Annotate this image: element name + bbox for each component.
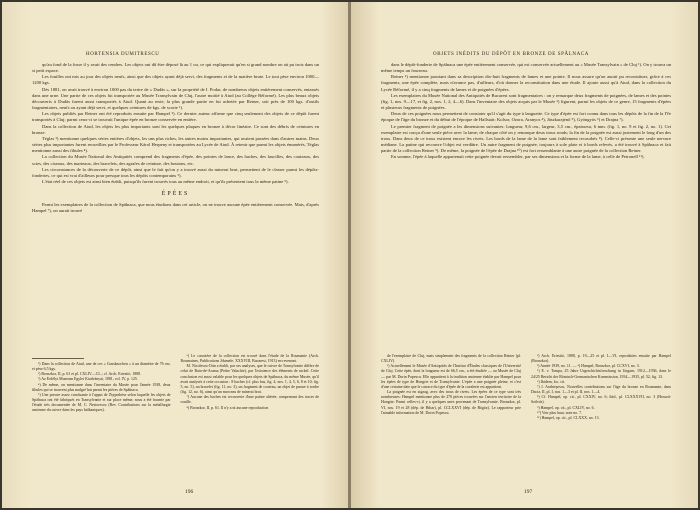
- footnote: ³) Az Erdélyi Muzeum Egylet Kiadványai, 1881, vol. IV, p. 125.: [38, 377, 138, 382]
- footnote: ⁵) Une preuve assez concluante à l'appui de l'hypothèse selon laquelle les objets de Spălnaca ont été fabriqués en Transylvanie et sur place même, nous a été fournie par l'étude très documentée de M. C. Nestorescu (Rev. Contributions sur la métallurgie ancienne du cuivre dans les pays balkaniques).: [32, 392, 171, 413]
- paragraph: dans le dépôt-fonderie de Spălnaca une épée entièrement conservée, qui est conservée actuellement au « Musée Transylvain » de Cluj ¹). On y trouva un même temps un fourreau.: [381, 62, 671, 74]
- footnote: ²) Arch. Ertesitö, 1888, p. 19—25 et pl. I—VI, reproduites ensuite par Hampel (Bronzkor).: [531, 354, 671, 364]
- footnote: ¹) Dans la collection de Aiud, une de ces « Gussknochen » à un diamètre de 76 cm. et pèse 6,5 kgs.: [32, 362, 171, 372]
- footnote: ⁷) I. Andrieşescu, Nouvelles contributions sur l'âge du bronze en Roumanie, dans Dacia, II, pl. I, nos. 1—3 et pl. II, nos. 1—4.: [531, 384, 671, 395]
- footnotes: [32, 354, 319, 474]
- paragraph: qu'au fond de la fosse il y avait des cendres. Les objets ont dû être déposé là au 1 ou, ce qui expliquerait qu'en si grand nombre on ait pu trois dans un si petit espace.: [32, 62, 319, 74]
- footnote: ²) Bronzkor, II, p. 61 et pl. CXLIV—CL.; cf. Arch. Ertesitö, 1888.: [38, 372, 142, 377]
- paragraph: Le premier fragment de poignée a les dimensions suivantes: longueur, 9,6 cm., largeur, 3,5 cm., épaisseur, 6 mm. (fig. 1, no. 9 et fig. 2, no. 1). Cet exemplaire est conçu d'une seule pièce avec la lame; de chaque côté on y remarque deux trous ronds; la fin de la poignée est aussi justement le long d'un des trous. Dans deux de ce trous existent encore les rivets. Les bords de la lame de la lame sont faiblement recourbés ⁸). Celle-ci présente une seule nervure médiane. La patine qui recouvre l'objet est verdâtre. Un autre fragment de poignée, toujours à sole plate et à bords relevés, a été trouvé à Spălnaca et fait partie de la collection Reiner ⁹). De même, la poignée de l'épée de Drajna ¹⁰) est fort ressemblante à une autre poignée de la collection Reiner.: [381, 123, 671, 154]
- footnote: de l'exemplaire de Cluj, mais simplement des fragments de la collection Reiner (pl. CXLIV).: [381, 354, 521, 364]
- footnotes: [381, 354, 671, 474]
- footnote: ⁷) Aucune des haches est recouverte d'une patine altérée, comprenant des traces de rouille.: [180, 395, 319, 405]
- main-text: [381, 62, 671, 161]
- paragraph: Les circonstances de la découverte de ce dépôt, ainsi que le fait qu'on y a trouvé aussi du minerai brut, permettent de le classer parmi les dépôts-fonderies, ce qui est vrai d'ailleurs pour presque tous les dépôts contemporains ⁵).: [32, 166, 319, 178]
- section-title: ÉPÉES: [161, 191, 190, 198]
- paragraph: Les exemplaires du Musée National des Antiquités de Bucarest sont fragmentaires : on y remarque deux fragments de poignées, de lames et des pointes (fig. 1, nos. 9—17, et fig. 2, nos. 1, 2, 4—6). Dans l'inventaire des objets acquis par le Musée ³) figurent, parmi les objets de ce genre, 15 fragments d'épées et plusieurs fragments de poignées.: [381, 92, 671, 111]
- footnote: ⁹) Hampel, op. cit., pl. CXLIV, no. 6.: [537, 405, 595, 410]
- paragraph: Reiner ²) mentionne pourtant dans sa description dix-huit fragments de lames et une pointe. Il nous assure qu'on aurait pu reconstituer, grâce à ces fragments, une épée complète, mais n'avance pas, d'ailleurs, d'où donner la reconstitution dans une étude. Il ajoute aussi qu'à Aiud, dans la collection du Lycée Réformé, il y a cinq fragments de lames et de poignées d'épées.: [381, 74, 671, 92]
- paragraph: La collection du Musée National des Antiquités comprend des fragments d'épée, des pointes de lance, des haches, des faucilles, des couteaux, des scies, des ciseaux, des marteaux, des bracelets, des agrafes de ceinture, des boutons, etc.: [32, 154, 319, 166]
- paragraph: Les objets publiés par Reiner ont été reproduits ensuite par Hampel ²). Ce dernier auteur affirme que cinq seulement des objets de ce dépôt furent transportés à Cluj; parmi ceux-ci se trouvait l'unique épée en bronze conservée en entière.: [32, 111, 319, 123]
- paragraph: Parmi les exemplaires de la collection de Spălnaca, que nous étudions dans cet article, on ne trouve aucune épée entièrement conservée. Mais, d'après Hampel ⁷), on aurait trouvé: [32, 202, 319, 214]
- footnote: ¹) Actuellement le Musée d'Antiquités de l'Institut d'Études classiques de l'Université de Cluj. Cette épée, dont la longueur est de 66,5 cm., a été étudiée — au Musée de Cluj — par M. Dorin Popescu. Elle appartient à la tradition ancienne établie par Hampel pour les épées de type de Hongrie et de Transylvanie. L'épée a une poignée pleine, et c'est d'une certaine date que le carrace du type d'épée de la cavalerie est appartient.: [381, 364, 521, 389]
- footnote: ⁸) Bronzkor, II, p. 61. Il n'y a ni aucune reproduction: [186, 405, 269, 410]
- paragraph: Deux de ces poignées nous permettent de constater qu'il s'agit du type à languette. Ce type d'épée est fort connu dans tous les dépôts de la fin de la IVe époque de l'âge du bronze et du début de l'époque de Hallstatt: Kolsor, Ozora, Aranyos ⁴), Jászkarajenő ⁵), Gyöngyös ⁶) et Drajna ⁷).: [381, 111, 671, 123]
- paragraph: Téglas ³) mentionne quelques séries entières d'objets, les uns plus riches, les autres moins importantes, qui avaient passées dans d'autres mains. Deux séries plus importantes furent recueillies par le Professeur Károl Herpeny et transportées au Lycée de Aiud. À retenir que parmi les objets énumérés, Téglas mentionne aussi des fibules ⁴).: [32, 135, 319, 154]
- paragraph: L'état réel de ces objets est ainsi bien établi, puisqu'ils furent trouvés tous au même endroit, et qu'ils présentent tous la même patine ⁶).: [42, 178, 289, 184]
- footnote: ⁶) Le caractère de la collection est trouvé dans l'étude de la Roumanie (Arch. Roumaines, Publications Jdumele, XXXVIII, Bucarest, 1913) en revenant.: [180, 354, 319, 364]
- footnote: La poignée est en zigzag, avec des trous de rivets. Les épées de ce type sont très nombreuses: Hampel mentionne plus de 270 pièces trouvées sur l'ancien territoire de la Hongrie. Parmi celles-ci, il y a quelques unes provenant de Transylvanie. Bronzkor, pl. VI, nos. 19 et 28 (dép. de Bihar), pl. CCLXXVI (dép. de Bögöz). Le rapporteur prie l'aimable information de M. Dorin Popescu.: [381, 390, 521, 415]
- footnote: ⁸) Cf. Hampel, op. cit., pl. CXXIV, no. 6; ibid., pl. CLXXXVII, no. 3 (Hosszú-Szilvás).: [531, 395, 671, 405]
- footnote: M. Nicolescu-Otin a établi, par ses analyses, que le cuivre de Transylvanie diffère de celui de Baia-de-Arama (Petite Valachie), par l'existence des éléments de nickel. Cette conclusion est aussi valable pour les quelques objets de Spălnaca, du même Musée, qu'il avait analysés à cette occasion : 8 haches (cf. plus bas, fig. 4, nos. 1, 4, 5, 6, 8 et 10; fig. 5, no. 5), un bracelet (fig. 11, no. 3), un fragment de couteau, un objet de parure à tordre (fig. 12, no. 6), ainsi qu'un morceau de minerai brut.: [180, 364, 319, 395]
- right-page: [351, 2, 698, 508]
- open-book-spread: [2, 2, 698, 508]
- footnote: ¹⁰) Voir plus haut, note no. 7.: [537, 410, 583, 415]
- running-head: OBJETS INÉDITS DU DÉPÔT EN BRONZE DE SPĂLNACA: [433, 52, 589, 57]
- page-number: 197: [524, 489, 533, 495]
- footnote: ⁵) E. v. Tompa, 25 Jahre Urgeschichtsforschung in Ungarn, 1912—1936, dans le 24/25 Bericht der Römisch-Germanischen Kommission, 1934—1935, pl. 52, fig. 13.: [531, 369, 671, 379]
- paragraph: Les fouilles ont mis au jour des objets neufs, ainsi que des objets ayant déjà servi, des fragments et de la matière brute. Le tout pèse environ 1000—1200 kgs.: [32, 74, 319, 86]
- footnote: ¹¹) Hampel, op. cit., pl. CLXXX, no. 13.: [537, 415, 600, 420]
- page-number: 196: [185, 489, 194, 495]
- paragraph: Dès 1881, on avait trouvé à environ 1000 pas du tertre de « Dudăs », sur la propriété de I. Podar, de nombreux objets entièrement conservés, entassés dans une urne. Une partie de ces objets fut transportée au Musée Transylvain de Cluj, l'autre moitié à Aiud (au Collège Réformé). Les plus beaux objets découverts à Dudăs furent aussi transportés à Aiud. Quant au reste, la plus grande partie en fut achetée par Reiner, soit près de 100 kgs. d'outils fragmentaires, neufs ou ayant déjà servi, et quelques ceintures de kgs. de scorie ¹).: [32, 86, 319, 111]
- running-head: HORTENSIA DUMITRESCU: [86, 52, 160, 57]
- paragraph: Dans la collection de Aiud, les objets les plus importants sont les quelques plaques en bronze à décor linéaire. Ce sont des débris de ceintures en bronze.: [32, 123, 319, 135]
- main-text: [32, 62, 319, 215]
- footnote-rule: [32, 358, 84, 359]
- footnote: ³) Année 1939, no. 11. — ⁴) Hampel, Bronzkor, pl. CCXVI, no. 3.: [537, 364, 640, 369]
- footnote: ⁴) De même, on mentionne dans l'inventaire du Musée pour l'année 1938, deux fibules qui se trouvent plus malgré hui parmi les pièces de Spălnaca.: [32, 382, 171, 392]
- paragraph: En somme, l'épée à laquelle appartenait cette poignée devait ressembler, par ses dimensions et la forme de la lame, à celle de Petronell ¹¹).: [391, 154, 645, 160]
- footnote: ⁶) Ibidem, loc. cit.: [537, 379, 566, 384]
- left-page: [2, 2, 349, 508]
